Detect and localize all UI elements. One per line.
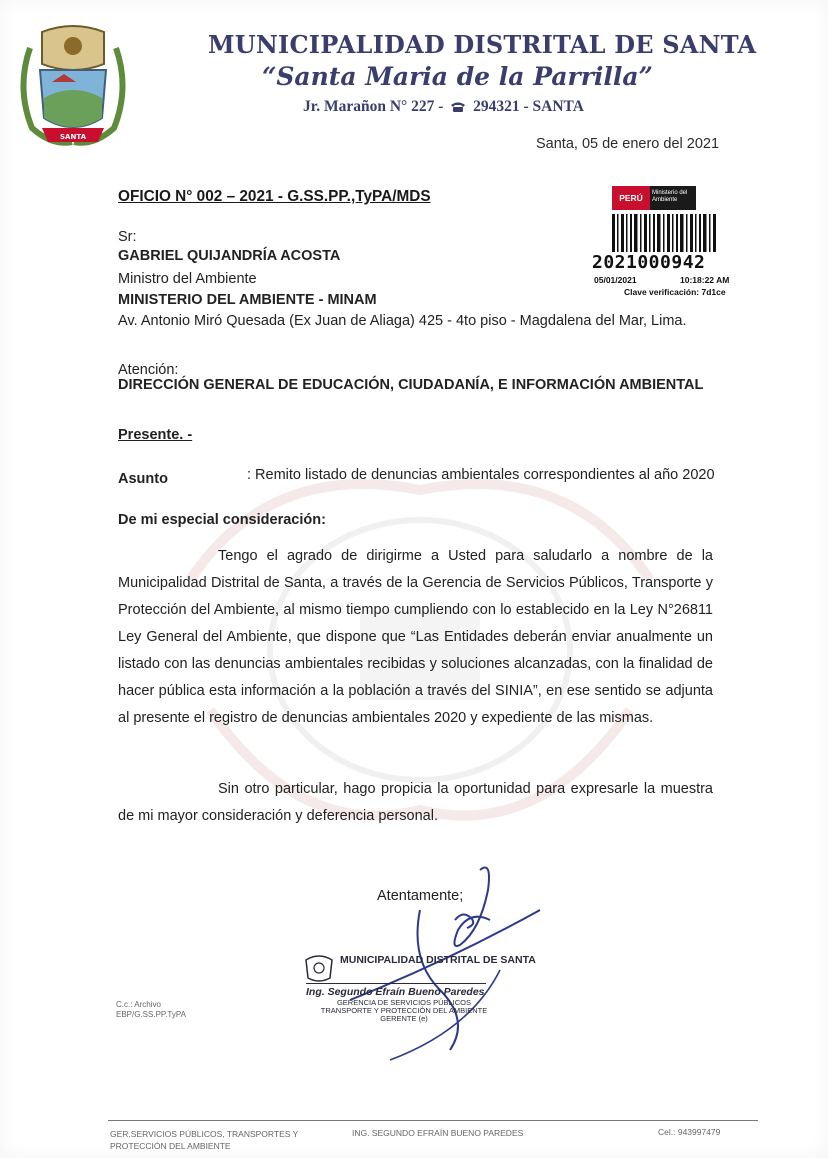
registry-date: 05/01/2021 [594, 275, 637, 285]
signer-role-line1: GERENCIA DE SERVICIOS PÚBLICOS [336, 998, 472, 1007]
recipient-role: Ministro del Ambiente [118, 271, 257, 287]
body-paragraph-2-text: Sin otro particular, hago propicia la oportunidad para expresarle la muestra de mi mayor consideración y deferencia personal. [118, 781, 713, 824]
signer-role [304, 999, 504, 1023]
phone-icon [450, 101, 466, 113]
footer-name: ING. SEGUNDO EFRAÍN BUENO PAREDES [352, 1128, 524, 1138]
municipal-seal-logo [12, 18, 134, 160]
signer-role-line3: GERENTE (e) [380, 1014, 428, 1023]
date-line: Santa, 05 de enero del 2021 [536, 136, 720, 152]
recipient-name: GABRIEL QUIJANDRÍA ACOSTA [118, 248, 341, 264]
signer-name: Ing. Segundo Efraín Bueno Paredes [306, 986, 485, 998]
footer-office-line1: GER.SERVICIOS PÚBLICOS, TRANSPORTES Y [110, 1129, 299, 1139]
closing: Atentamente; [377, 888, 464, 904]
body-paragraph-1-text: Tengo el agrado de dirigirme a Usted para saludarlo a nombre de la Municipalidad Distrital de Santa, a través de la Gerencia de Servicios Públicos, Transporte y Protección del Ambiente, al mismo tiempo cumpliendo con lo establecido en la Ley N°26811 Ley General del Ambiente, que dispone que “Las Entidades deberán enviar anualmente un listado con las denuncias ambientales recibidas y soluciones alcanzadas, con la finalidad de hacer pública esta información a la población a través del SINIA”, en ese sentido se adjunta al presente el registro de denuncias ambientales 2020 y expediente de las mismas. [118, 548, 713, 726]
body-paragraph-2 [118, 776, 713, 830]
cc-line2: EBP/G.SS.PP.TyPA [116, 1010, 186, 1019]
attention-label: Atención: [118, 362, 179, 378]
salutation: Sr: [118, 229, 137, 245]
recipient-institution: MINISTERIO DEL AMBIENTE - MINAM [118, 292, 377, 308]
attention-department: DIRECCIÓN GENERAL DE EDUCACIÓN, CIUDADANÍA, E INFORMACIÓN AMBIENTAL [118, 377, 704, 393]
presente: Presente. - [118, 427, 193, 443]
oficio-number: OFICIO N° 002 – 2021 - G.SS.PP.,TyPA/MDS [118, 188, 431, 205]
footer-phone: Cel.: 943997479 [658, 1127, 721, 1137]
body-paragraph-1 [118, 543, 713, 732]
municipality-title: MUNICIPALIDAD DISTRITAL DE SANTA [208, 30, 757, 59]
asunto-label: Asunto [118, 471, 168, 487]
cc-block [116, 1000, 186, 1020]
registry-time: 10:18:22 AM [680, 275, 730, 285]
signature-line [306, 983, 486, 984]
asunto-text: : Remito listado de denuncias ambientales correspondientes al año 2020 [247, 467, 715, 483]
greeting: De mi especial consideración: [118, 512, 326, 528]
recipient-address: Av. Antonio Miró Quesada (Ex Juan de Aliaga) 425 - 4to piso - Magdalena del Mar, Lima. [118, 313, 687, 329]
address-phone: 294321 - SANTA [473, 98, 584, 115]
signer-role-line2: TRANSPORTE Y PROTECCIÓN DEL AMBIENTE [320, 1006, 488, 1015]
stamp-country: PERÚ [612, 186, 650, 210]
registry-number: 2021000942 [592, 252, 706, 273]
footer-office-line2: PROTECCIÓN DEL AMBIENTE [110, 1141, 231, 1151]
signature-stamp-logo [302, 954, 336, 984]
municipality-address [303, 98, 584, 116]
footer-office [110, 1128, 298, 1152]
address-prefix: Jr. Marañon N° 227 - [303, 98, 444, 115]
cc-line1: C.c.: Archivo [116, 1000, 161, 1009]
municipality-subtitle: “Santa Maria de la Parrilla” [262, 62, 653, 91]
seal-label: SANTA [60, 133, 86, 141]
signature-stamp-title: MUNICIPALIDAD DISTRITAL DE SANTA [340, 954, 536, 966]
verification-key: Clave verificación: 7d1ce [624, 287, 726, 297]
footer-divider [108, 1120, 758, 1121]
barcode-icon [612, 214, 718, 252]
stamp-ministry: Ministerio del Ambiente [652, 190, 688, 203]
